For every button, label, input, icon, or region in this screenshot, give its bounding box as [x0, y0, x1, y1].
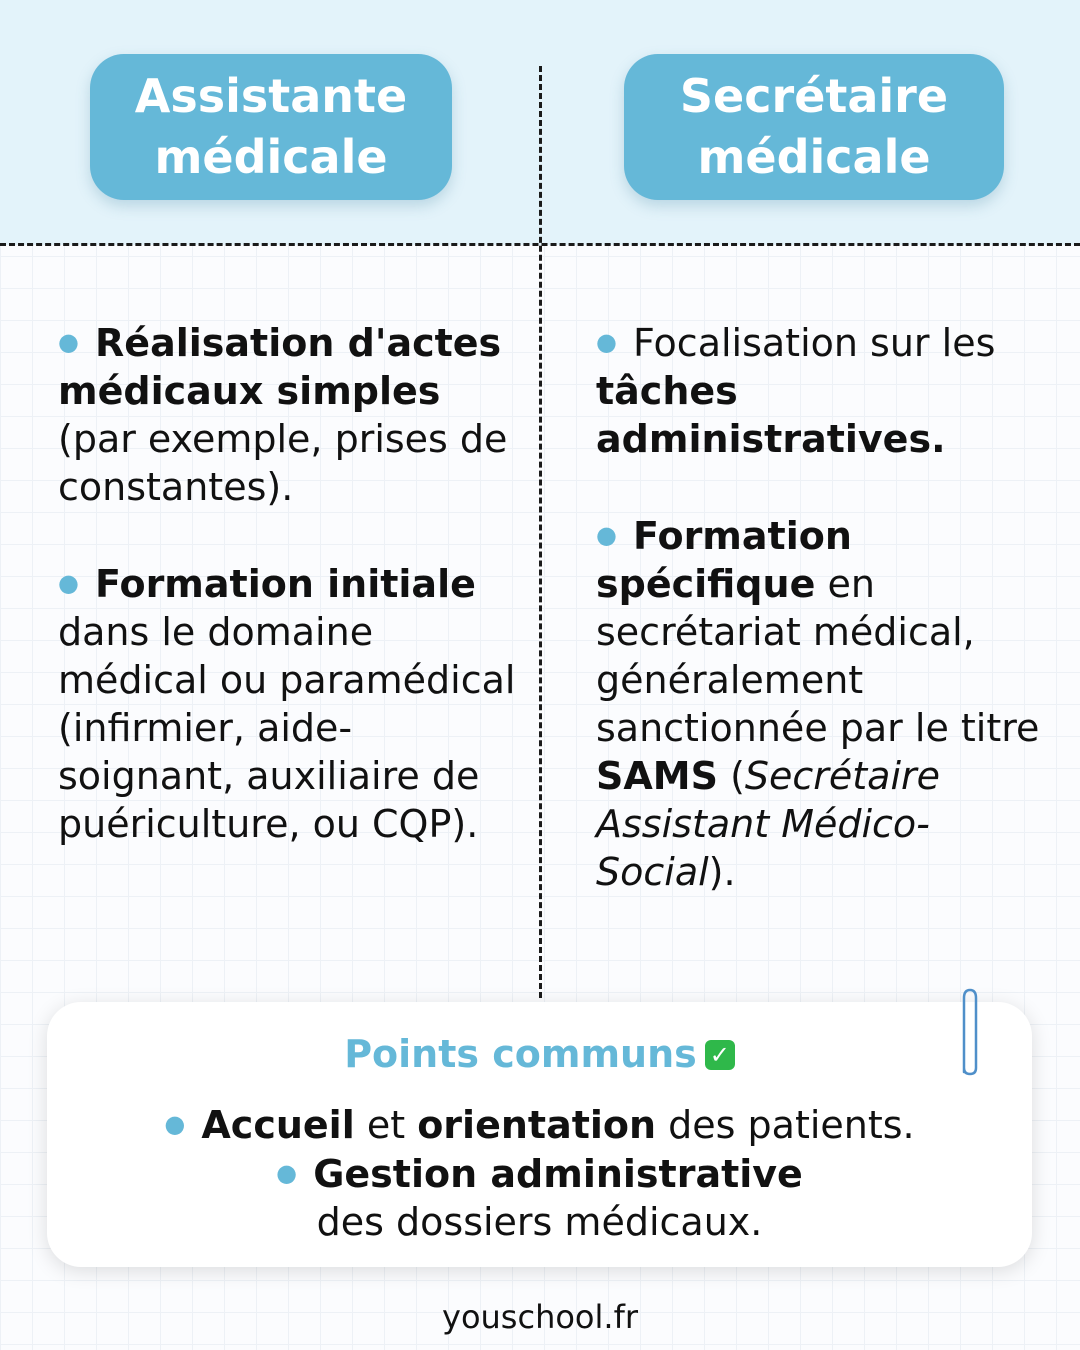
left-title-line1: Assistante: [134, 69, 408, 123]
common-point-1: ● Accueil et orientation des patients.: [164, 1103, 915, 1147]
secretaire-column: [596, 318, 1056, 944]
assistante-title-pill: [90, 54, 452, 200]
right-point-1: ● Focalisation sur les tâches administratives.: [596, 321, 996, 461]
paperclip-icon: [954, 986, 986, 1078]
common-points-card: [47, 1002, 1032, 1267]
common-points-title: Points communs ✓: [47, 1030, 1032, 1078]
bullet-icon: ●: [58, 328, 79, 356]
assistante-column: [58, 318, 523, 896]
bullet-icon: ●: [596, 521, 617, 549]
right-point-2: ● Formation spécifique en secrétariat médical, généralement sanctionnée par le titre SAMS (Secrétaire Assistant Médico-Social).: [596, 514, 1040, 894]
right-title-line2: médicale: [697, 130, 931, 184]
bullet-icon: ●: [164, 1110, 186, 1138]
left-title-line2: médicale: [154, 130, 388, 184]
vertical-divider: [539, 66, 542, 998]
footer-site: youschool.fr: [442, 1298, 638, 1336]
common-point-2: ● Gestion administrative des dossiers médicaux.: [276, 1152, 803, 1244]
left-point-1: ● Réalisation d'actes médicaux simples (par exemple, prises de constantes).: [58, 321, 508, 509]
checkmark-icon: ✓: [705, 1040, 735, 1070]
bullet-icon: ●: [596, 328, 617, 356]
bullet-icon: ●: [276, 1159, 298, 1187]
left-point-2: ● Formation initiale dans le domaine médical ou paramédical (infirmier, aide-soignant, auxiliaire de puériculture, ou CQP).: [58, 562, 516, 846]
right-title-line1: Secrétaire: [679, 69, 949, 123]
secretaire-title-pill: [624, 54, 1004, 200]
bullet-icon: ●: [58, 569, 79, 597]
